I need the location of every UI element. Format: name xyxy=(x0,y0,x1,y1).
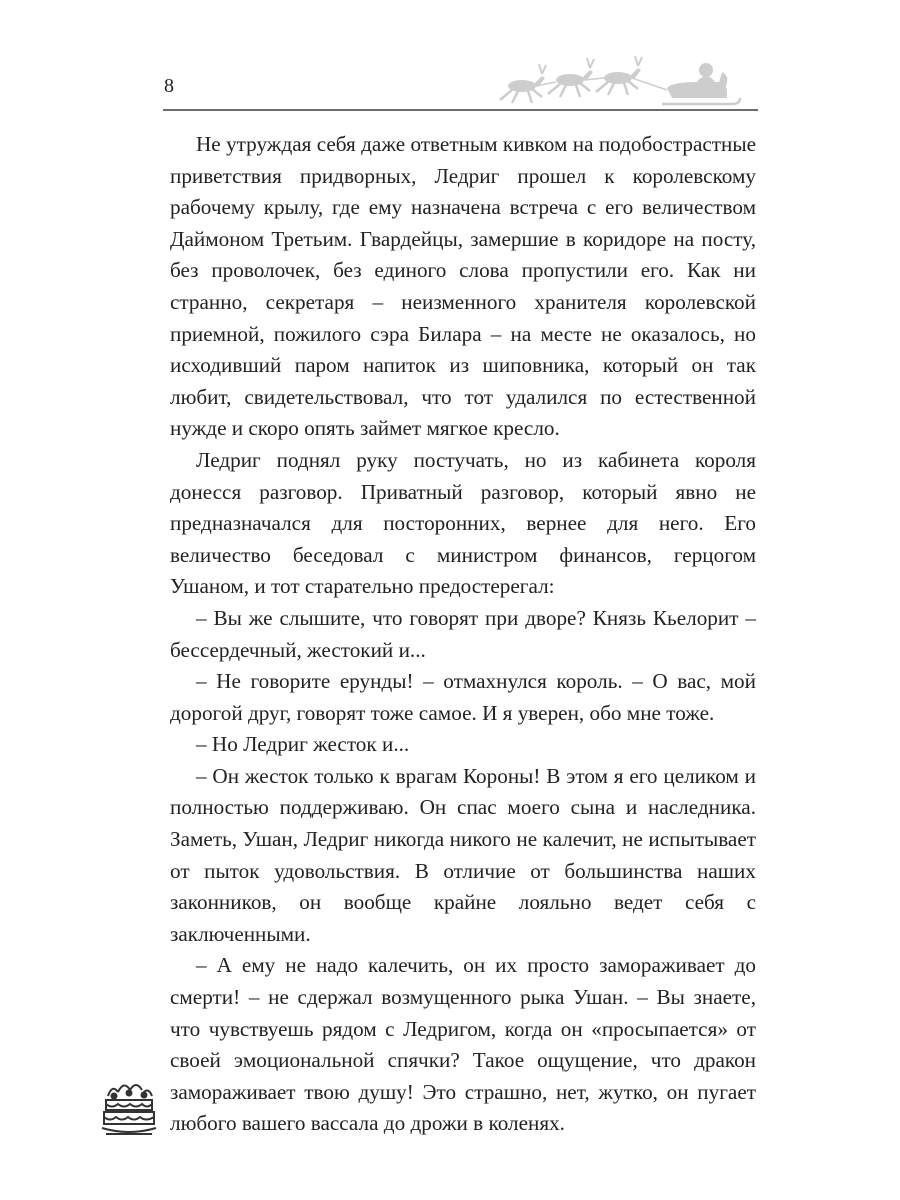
paragraph: Не утруждая себя даже ответным кивком на подобострастные приветствия придворных, Ледриг прошел к королевскому рабочему крылу, где ему назначена встреча с его величеством Даймоном Третьим. Гвардейцы, замершие в коридоре на посту, без проволочек, без единого слова пропустили его. Как ни странно, секретаря – неизменного хранителя королевской приемной, пожилого сэра Билара – на месте не оказалось, но исходивший паром напиток из шиповника, который он так любит, свидетельствовал, что тот удалился по естественной нужде и скоро опять займет мягкое кресло. xyxy=(170,132,756,441)
dialogue-line: – А ему не надо калечить, он их просто замораживает до смерти! – не сдержал возмущенного рыка Ушан. – Вы знаете, что чувствуешь рядом с Ледригом, когда он «просыпается» от своей эмоциональной спячки? Такое ощущение, что дракон замораживает твою душу! Это страшно, нет, жутко, он пугает любого вашего вассала до дрожи в коленях. xyxy=(170,953,756,1136)
reindeer-icon xyxy=(596,56,642,95)
reindeer-icon xyxy=(548,58,594,97)
reindeer-icon xyxy=(500,64,546,103)
body-text xyxy=(170,129,756,1140)
cake-ornament-icon xyxy=(100,1080,158,1142)
reindeer-sleigh-icon xyxy=(492,52,742,112)
dialogue-line: – Вы же слышите, что говорят при дворе? Князь Кьелорит – бессердечный, жестокий и... xyxy=(170,605,756,662)
dialogue-line: – Не говорите ерунды! – отмахнулся король. – О вас, мой дорогой друг, говорят тоже самое. И я уверен, обо мне тоже. xyxy=(170,669,756,725)
paragraph: Ледриг поднял руку постучать, но из кабинета короля донесся разговор. Приватный разговор, который явно не предназначался для посторонних, вернее для него. Его величество беседовал с министром финансов, герцогом Ушаном, и тот старательно предостерегал: xyxy=(170,447,756,599)
dialogue-line: – Но Ледриг жесток и... xyxy=(196,732,410,757)
page-number: 8 xyxy=(164,75,174,97)
dialogue-line: – Он жесток только к врагам Короны! В этом я его целиком и полностью поддерживаю. Он спас моего сына и наследника. Заметь, Ушан, Ледриг никогда никого не калечит, не испытывает от пыток удовольствия. В отличие от большинства наших законников, он вообще крайне лояльно ведет себя с заключенными. xyxy=(170,763,756,946)
sleigh-icon xyxy=(662,63,740,104)
header-rule xyxy=(163,109,758,111)
